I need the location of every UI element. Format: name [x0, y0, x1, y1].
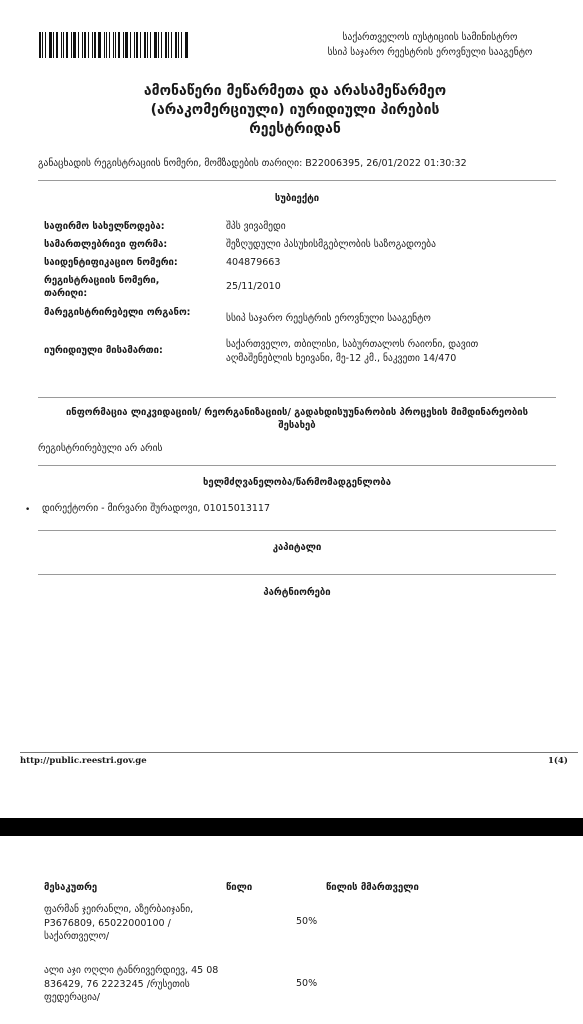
document-title: [60, 82, 530, 139]
barcode-bar: [92, 32, 93, 58]
barcode-bar: [45, 32, 46, 58]
section-title-management: ხელმძღვანელობა/წარმომადგენლობა: [203, 477, 391, 488]
barcode-bar: [123, 32, 124, 58]
barcode-bar: [136, 32, 138, 58]
label-registration: რეგისტრაციის ნომერი, თარიღი:: [44, 275, 160, 299]
barcode-bar: [104, 32, 105, 58]
title-line-3: რეესტრიდან: [249, 121, 341, 137]
barcode-bar: [118, 32, 120, 58]
divider: [38, 180, 556, 181]
barcode-bar: [130, 32, 131, 58]
barcode-bar: [73, 32, 76, 58]
barcode-bar: [82, 32, 83, 58]
partner-owner: ალი აჯი ოღლი ტანრივერდიევ, 45 08 836429, 76 2223245 /რუსეთის ფედერაცია/: [44, 965, 219, 1003]
barcode-bar: [53, 32, 54, 58]
column-header-owner: მესაკუთრე: [44, 882, 98, 893]
bullet-icon: •: [25, 505, 31, 515]
section-title-capital: კაპიტალი: [272, 542, 322, 553]
value-registering-body: სსიპ საჯარო რეესტრის ეროვნული სააგენტო: [226, 313, 431, 324]
barcode-bar: [147, 32, 148, 58]
label-company-name: საფირმო სახელწოდება:: [44, 221, 165, 232]
partner-share: 50%: [296, 916, 318, 927]
value-legal-form: შეზღუდული პასუხისმგებლობის საზოგადოება: [226, 239, 436, 250]
barcode-bar: [175, 32, 177, 58]
barcode-bar: [49, 32, 52, 58]
section-title-partners: პარტნიორები: [263, 587, 331, 598]
ministry-name: საქართველოს იუსტიციის სამინისტრო: [342, 32, 518, 43]
barcode-bar: [66, 32, 68, 58]
section-title-liquidation: ინფორმაცია ლიკვიდაციის/ რეორგანიზაციის/ გადახდისუუნარობის პროცესის მიმდინარეობის შესახებ: [65, 407, 529, 431]
barcode-bar: [88, 32, 89, 58]
barcode-bar: [113, 32, 114, 58]
barcode-bar: [106, 32, 107, 58]
barcode-bar: [63, 32, 64, 58]
value-legal-address: საქართველო, თბილისი, საბურთალოს რაიონი, დავით აღმაშენებლის ხეივანი, მე-12 კმ., ნაკვეთი 14/470: [226, 339, 479, 364]
barcode-bar: [140, 32, 141, 58]
value-director: დირექტორი - მირვარი შურადოვი, 01015013117: [42, 503, 271, 514]
barcode-bar: [94, 32, 96, 58]
divider: [38, 465, 556, 466]
barcode: [39, 32, 189, 58]
label-registering-body: მარეგისტრირებელი ორგანო:: [44, 307, 191, 318]
agency-name: სსიპ საჯარო რეესტრის ეროვნული სააგენტო: [327, 47, 533, 58]
barcode-bar: [144, 32, 146, 58]
divider: [38, 530, 556, 531]
barcode-bar: [185, 32, 188, 58]
page-number: 1(4): [548, 756, 568, 766]
barcode-bar: [115, 32, 116, 58]
barcode-bar: [109, 32, 111, 58]
section-title-subject: სუბიექტი: [274, 193, 320, 204]
application-info: განაცხადის რეგისტრაციის ნომერი, მომზადების თარიღი: B22006395, 26/01/2022 01:30:32: [38, 158, 467, 169]
divider: [38, 574, 556, 575]
label-legal-form: სამართლებრივი ფორმა:: [44, 239, 168, 250]
barcode-bar: [84, 32, 86, 58]
partner-owner: ფარმან ჯეირანლი, აზერბაიჯანი, P3676809, 65022000100 /საქართველო/: [44, 904, 194, 942]
value-id-number: 404879663: [226, 257, 281, 268]
barcode-bar: [168, 32, 169, 58]
column-header-manager: წილის მმართველი: [326, 882, 419, 893]
footer-url[interactable]: http://public.reestri.gov.ge: [20, 756, 147, 766]
footer-divider: [20, 752, 578, 753]
label-legal-address: იურიდიული მისამართი:: [44, 345, 163, 356]
column-header-share: წილი: [226, 882, 253, 893]
barcode-bar: [98, 32, 101, 58]
barcode-bar: [158, 32, 159, 58]
value-liquidation: რეგისტრირებული არ არის: [38, 443, 163, 454]
divider: [38, 397, 556, 398]
barcode-bar: [56, 32, 58, 58]
barcode-bar: [39, 32, 41, 58]
value-registration: 25/11/2010: [226, 281, 281, 292]
barcode-bar: [61, 32, 62, 58]
ministry-header: [300, 30, 560, 60]
page-separator: [0, 818, 583, 836]
title-line-1: ამონაწერი მეწარმეთა და არასამეწარმეო: [143, 83, 447, 99]
barcode-bar: [171, 32, 172, 58]
barcode-bar: [178, 32, 179, 58]
barcode-bar: [154, 32, 157, 58]
label-id-number: საიდენტიფიკაციო ნომერი:: [44, 257, 178, 268]
barcode-bar: [150, 32, 151, 58]
barcode-bar: [125, 32, 128, 58]
title-line-2: (არაკომერციული) იურიდიული პირების: [150, 102, 440, 118]
barcode-bar: [42, 32, 43, 58]
barcode-bar: [181, 32, 182, 58]
value-company-name: შპს ვივამედი: [226, 221, 286, 232]
barcode-bar: [134, 32, 135, 58]
barcode-bar: [71, 32, 72, 58]
barcode-bar: [161, 32, 162, 58]
barcode-bar: [165, 32, 167, 58]
barcode-bar: [78, 32, 79, 58]
partner-share: 50%: [296, 978, 318, 989]
